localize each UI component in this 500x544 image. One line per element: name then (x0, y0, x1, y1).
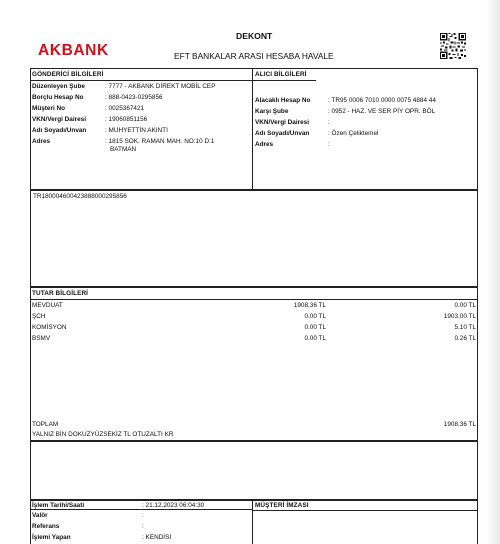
amount-col1-deposit: 1908.36 TL (293, 302, 326, 309)
document-title: DEKONT (236, 31, 273, 41)
sender-label-branch: Düzenleyen Şube (32, 83, 85, 90)
sender-value-name: : MUHYETTİN AKINTI (105, 127, 168, 134)
qr-code-icon (440, 33, 466, 59)
sender-label-tax: VKN/Vergi Dairesi (32, 116, 86, 123)
signature-title: MÜŞTERİ İMZASI (255, 502, 309, 509)
footer-label-value-date: Valör (32, 512, 48, 519)
receiver-value-address: : (328, 141, 330, 148)
amounts-title-underline (30, 299, 478, 300)
notes-box (30, 441, 478, 500)
parties-box (30, 68, 478, 190)
footer-box (30, 500, 478, 544)
sender-title-underline (30, 80, 253, 81)
amount-col1-commission: 0.00 TL (304, 324, 326, 331)
sender-label-customer-no: Müşteri No (32, 105, 66, 112)
akbank-logo: AKBANK (38, 42, 109, 59)
sender-value-tax: : 19060851156 (105, 116, 148, 123)
amount-col2-bsmv: 0.26 TL (454, 335, 476, 342)
footer-value-performed-by: : KENDİSİ (142, 534, 172, 541)
amount-label-commission: KOMİSYON (32, 324, 67, 331)
sender-label-name: Adı Soyadı/Unvan (32, 127, 87, 134)
sender-title: GÖNDERİCİ BİLGİLERİ (32, 71, 104, 78)
reference-text: TR180004600423888000295856 (33, 193, 127, 200)
receiver-value-branch: : 0952 - HAZ. VE SER PİY OPR. BÖL (328, 108, 436, 115)
amount-label-deposit: MEVDUAT (32, 302, 63, 309)
footer-value-datetime: : 21.12.2023 06:04:30 (142, 502, 205, 509)
receiver-title: ALICI BİLGİLERİ (255, 71, 307, 78)
amount-col2-deposit: 0.00 TL (454, 302, 476, 309)
amount-label-sch: ŞCH (32, 313, 46, 320)
amount-col1-bsmv: 0.00 TL (304, 335, 326, 342)
footer-label-datetime: İşlem Tarihi/Saati (32, 502, 85, 509)
amounts-box (30, 287, 478, 441)
document-subtitle: EFT BANKALAR ARASI HESABA HAVALE (174, 51, 334, 61)
sender-value-address: : 1815 SOK. RAMAN MAH. NO:10 D:1 (105, 138, 215, 145)
footer-divider (252, 500, 253, 544)
receiver-value-tax: : (328, 119, 330, 126)
page-edge-shadow (486, 0, 500, 544)
footer-value-reference: : (142, 523, 144, 530)
parties-divider (252, 68, 253, 190)
total-value: 1908.36 TL (443, 421, 476, 428)
amount-label-bsmv: BSMV (32, 335, 51, 342)
amount-col2-sch: 1903.00 TL (443, 313, 476, 320)
footer-label-performed-by: İşlemi Yapan (32, 534, 71, 541)
amount-col1-sch: 0.00 TL (304, 313, 326, 320)
receiver-label-tax: VKN/Vergi Dairesi (255, 119, 309, 126)
receiver-value-name: : Özen Çeliktemel (328, 130, 379, 137)
amounts-title: TUTAR BİLGİLERİ (32, 290, 89, 297)
sender-value-address-line2: BATMAN (110, 146, 137, 153)
amount-in-words: YALNIZ BİN DOKUZYÜZSEKİZ TL OTUZALTI KR (32, 431, 174, 438)
footer-label-reference: Referans (32, 523, 60, 530)
receiver-label-address: Adres (255, 141, 274, 148)
receiver-title-underline (252, 80, 316, 81)
sender-value-account: : 888-0423-0295856 (105, 94, 163, 101)
sender-value-branch: : 7777 - AKBANK DİREKT MOBİL CEP (105, 83, 216, 90)
description-box (30, 190, 478, 287)
receiver-label-branch: Karşı Şube (255, 108, 289, 115)
receiver-label-account: Alacaklı Hesap No (255, 97, 311, 104)
receiver-value-account: : TR95 0006 7010 0000 0075 4884 44 (328, 97, 436, 104)
sender-label-address: Adres (32, 138, 51, 145)
amount-col2-commission: 5.10 TL (454, 324, 476, 331)
sender-label-account: Borçlu Hesap No (32, 94, 84, 101)
receiver-label-name: Adı Soyadı/Unvan (255, 130, 310, 137)
footer-value-value-date: : (142, 512, 144, 519)
signature-title-underline (252, 510, 478, 511)
sender-value-customer-no: : 0025367421 (105, 105, 145, 112)
total-label: TOPLAM (32, 421, 59, 428)
